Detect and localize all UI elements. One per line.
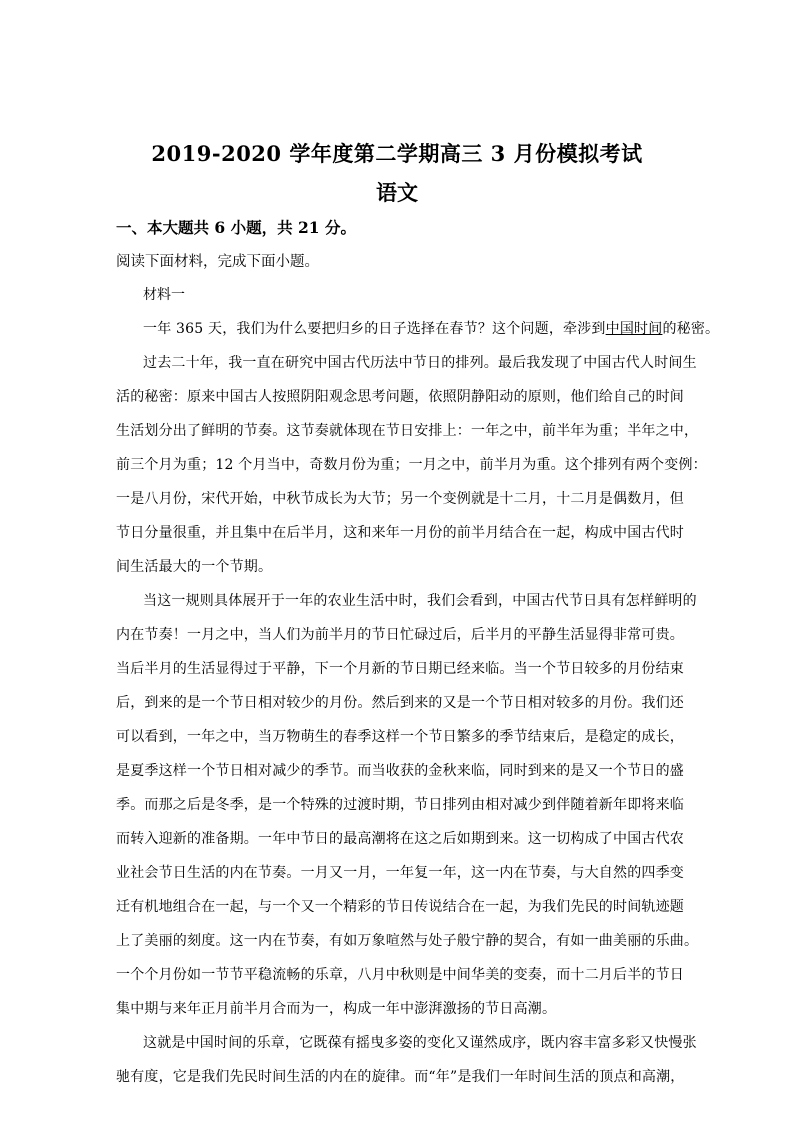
material-label: 材料一 <box>143 287 185 303</box>
passage-line: 可以看到，一年之中，当万物萌生的春季这样一个节日繁多的季节结束后，是稳定的成长， <box>116 729 684 745</box>
passage-line: 当后半月的生活显得过于平静，下一个月新的节日期已经来临。当一个节日较多的月份结束 <box>116 661 684 677</box>
passage-line: 而转入迎新的准备期。一年中节日的最高潮将在这之后如期到来。这一切构成了中国古代农 <box>116 831 684 847</box>
underlined-term: 中国时间 <box>605 321 663 337</box>
passage-line: 间生活最大的一个节期。 <box>116 559 273 575</box>
passage-line: 业社会节日生活的内在节奏。一月又一月，一年复一年，这一内在节奏，与大自然的四季变 <box>116 865 684 881</box>
passage-line: 驰有度，它是我们先民时间生活的内在的旋律。而“年”是我们一年时间生活的顶点和高潮， <box>116 1069 685 1085</box>
passage-line: 一是八月份，宋代开始，中秋节成长为大节；另一个变例就是十二月，十二月是偶数月，但 <box>116 491 684 507</box>
passage-line: 是夏季这样一个节日相对减少的季节。而当收获的金秋来临，同时到来的是又一个节日的盛 <box>116 763 684 779</box>
passage-line: 迁有机地组合在一起，与一个又一个精彩的节日传说结合在一起，为我们先民的时间轨迹题 <box>116 899 684 915</box>
passage-line: 活的秘密：原来中国古人按照阴阳观念思考问题，依照阴静阳动的原则，他们给自己的时间 <box>116 389 684 405</box>
passage-line: 过去二十年，我一直在研究中国古代历法中节日的排列。最后我发现了中国古代人时间生 <box>143 355 697 371</box>
passage-line: 内在节奏！一月之中，当人们为前半月的节日忙碌过后，后半月的平静生活显得非常可贵。 <box>116 627 684 643</box>
exam-subject: 语文 <box>376 180 418 205</box>
passage-text: 的秘密。 <box>662 321 720 337</box>
passage-line: 前三个月为重；12 个月当中，奇数月份为重；一月之中，前半月为重。这个排列有两个变例： <box>116 457 707 473</box>
passage-line: 节日分量很重，并且集中在后半月，这和来年一月份的前半月结合在一起，构成中国古代时 <box>116 525 684 541</box>
passage-line: 上了美丽的刻度。这一内在节奏，有如万象喧然与处子般宁静的契合，有如一曲美丽的乐曲。 <box>116 933 699 949</box>
passage-line: 季。而那之后是冬季，是一个特殊的过渡时期，节日排列由相对减少到伴随着新年即将来临 <box>116 797 684 813</box>
passage-text: 一年 365 天，我们为什么要把归乡的日子选择在春节？这个问题，牵涉到 <box>143 321 606 337</box>
passage-line: 这就是中国时间的乐章，它既葆有摇曳多姿的变化又谨然成序，既内容丰富多彩又快慢张 <box>143 1035 697 1051</box>
section-heading: 一、本大题共 6 小题，共 21 分。 <box>116 218 356 237</box>
instruction-text: 阅读下面材料，完成下面小题。 <box>116 254 319 270</box>
passage-line <box>143 318 719 338</box>
exam-title: 2019-2020 学年度第二学期高三 3 月份模拟考试 <box>151 141 643 166</box>
passage-line: 生活划分出了鲜明的节奏。这节奏就体现在节日安排上：一年之中，前半年为重；半年之中， <box>116 423 699 439</box>
passage-line: 集中期与来年正月前半月合而为一，构成一年中澎湃激扬的节日高潮。 <box>116 1001 557 1017</box>
passage-line: 后，到来的是一个节日相对较少的月份。然后到来的又是一个节日相对较多的月份。我们还 <box>116 695 684 711</box>
passage-line: 当这一规则具体展开于一年的农业生活中时，我们会看到，中国古代节日具有怎样鲜明的 <box>143 593 697 609</box>
passage-line: 一个个月份如一节节平稳流畅的乐章，八月中秋则是中间华美的变奏，而十二月后半的节日 <box>116 967 684 983</box>
